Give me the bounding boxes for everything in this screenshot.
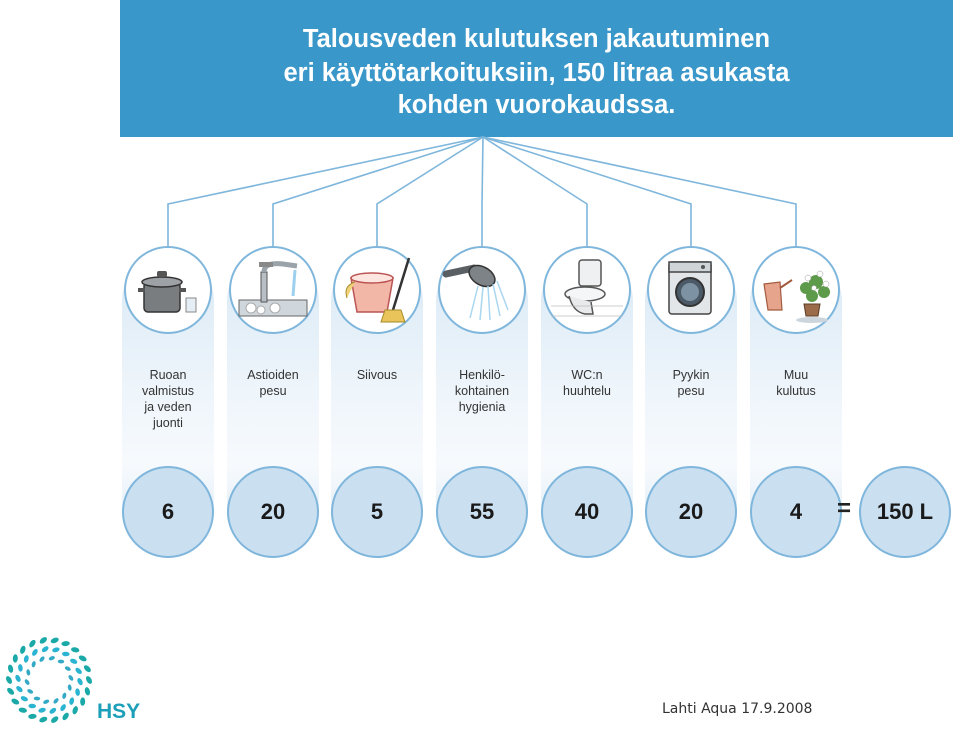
category-value-circle: 40 (541, 466, 633, 558)
logo-text: HSY (97, 700, 141, 723)
category-value-circle: 6 (122, 466, 214, 558)
category-label: Pyykin pesu (672, 368, 710, 398)
category-label: WC:n huuhtelu (563, 368, 611, 398)
category-label: Ruoan valmistus ja veden juonti (141, 368, 195, 430)
cooking-pot-icon (126, 248, 210, 332)
connector-lines (0, 0, 959, 260)
toilet-icon (545, 248, 629, 332)
category-value-circle: 20 (227, 466, 319, 558)
category-icon-circle (333, 246, 421, 334)
category-value-circle: 4 (750, 466, 842, 558)
category-label: Astioiden pesu (247, 368, 299, 398)
category-value-circle: 20 (645, 466, 737, 558)
kitchen-faucet-icon (231, 248, 315, 332)
category-icon-circle (124, 246, 212, 334)
hsy-logo-icon (4, 634, 94, 726)
category-label: Siivous (356, 368, 398, 382)
category-value-circle: 5 (331, 466, 423, 558)
connector-line (482, 137, 483, 246)
category-icon-circle (543, 246, 631, 334)
connector-line (168, 137, 483, 246)
washing-machine-icon (649, 248, 733, 332)
category-label: Henkilö- kohtainen hygienia (454, 368, 510, 414)
title-line-1: Talousveden kulutuksen jakautuminen (302, 25, 771, 53)
category-icon-circle (752, 246, 840, 334)
category-label: Muu kulutus (776, 368, 816, 398)
title-line-3: kohden vuorokaudssa. (397, 91, 676, 119)
shower-head-icon (440, 248, 524, 332)
title-line-2: eri käyttötarkoituksiin, 150 litraa asukasta (283, 59, 790, 87)
equals-sign: = (837, 495, 852, 522)
category-value-circle: 55 (436, 466, 528, 558)
footer-text: Lahti Aqua 17.9.2008 (662, 701, 813, 717)
connector-line (273, 137, 483, 246)
total-value-circle: 150 L (859, 466, 951, 558)
category-icon-circle (438, 246, 526, 334)
connector-line (483, 137, 796, 246)
category-icon-circle (647, 246, 735, 334)
cleaning-bucket-icon (335, 248, 419, 332)
watering-can-icon (754, 248, 838, 332)
category-icon-circle (229, 246, 317, 334)
